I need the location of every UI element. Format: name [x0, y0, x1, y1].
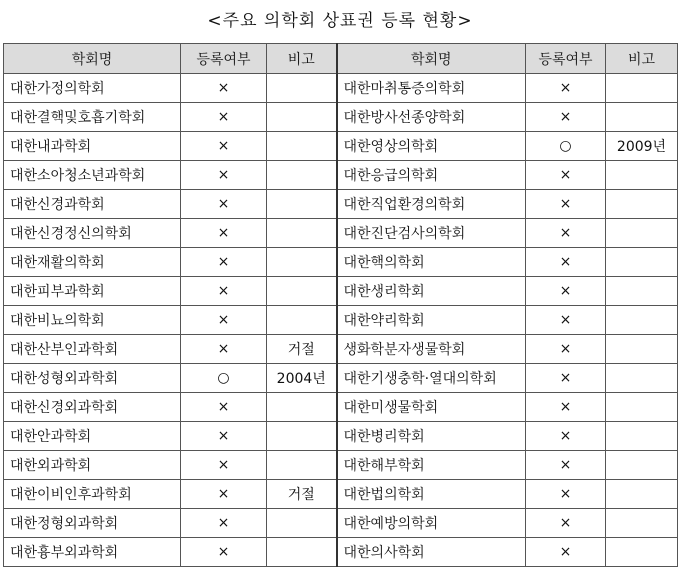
registration-cell: × — [526, 451, 606, 480]
note-cell — [606, 509, 678, 538]
society-name-cell: 대한생리학회 — [337, 277, 526, 306]
table-row — [4, 335, 678, 364]
society-name-cell: 대한성형외과학회 — [4, 364, 181, 393]
note-cell — [267, 161, 337, 190]
society-name-cell: 대한방사선종양학회 — [337, 103, 526, 132]
registration-cell: × — [181, 161, 267, 190]
registration-cell: × — [181, 103, 267, 132]
table-row — [4, 219, 678, 248]
table-row — [4, 103, 678, 132]
society-name-cell: 대한영상의학회 — [337, 132, 526, 161]
column-header-registration: 등록여부 — [526, 44, 606, 74]
registration-cell: × — [526, 161, 606, 190]
note-cell — [606, 393, 678, 422]
society-name-cell: 대한의사학회 — [337, 538, 526, 567]
society-name-cell: 대한미생물학회 — [337, 393, 526, 422]
column-header-note: 비고 — [606, 44, 678, 74]
society-name-cell: 대한해부학회 — [337, 451, 526, 480]
note-cell — [267, 132, 337, 161]
society-name-cell: 대한안과학회 — [4, 422, 181, 451]
table-row — [4, 74, 678, 103]
registration-cell: × — [526, 480, 606, 509]
note-cell — [606, 480, 678, 509]
society-name-cell: 대한비뇨의학회 — [4, 306, 181, 335]
table-row — [4, 248, 678, 277]
registration-cell: × — [181, 74, 267, 103]
registration-cell: × — [526, 538, 606, 567]
registration-cell: × — [181, 306, 267, 335]
note-cell — [606, 277, 678, 306]
society-name-cell: 대한흉부외과학회 — [4, 538, 181, 567]
society-name-cell: 대한신경정신의학회 — [4, 219, 181, 248]
registration-cell: × — [181, 335, 267, 364]
society-name-cell: 대한병리학회 — [337, 422, 526, 451]
registration-cell: × — [181, 480, 267, 509]
society-name-cell: 대한약리학회 — [337, 306, 526, 335]
society-name-cell: 대한핵의학회 — [337, 248, 526, 277]
note-cell — [606, 74, 678, 103]
registration-cell: × — [181, 538, 267, 567]
society-name-cell: 대한마취통증의학회 — [337, 74, 526, 103]
society-name-cell: 대한예방의학회 — [337, 509, 526, 538]
society-name-cell: 대한이비인후과학회 — [4, 480, 181, 509]
society-name-cell: 대한신경과학회 — [4, 190, 181, 219]
table-row — [4, 277, 678, 306]
registration-cell: × — [526, 509, 606, 538]
registration-cell: ○ — [181, 364, 267, 393]
table-row — [4, 393, 678, 422]
note-cell — [267, 393, 337, 422]
society-name-cell: 대한결핵및호흡기학회 — [4, 103, 181, 132]
registration-cell: × — [181, 393, 267, 422]
table-row — [4, 480, 678, 509]
society-name-cell: 대한소아청소년과학회 — [4, 161, 181, 190]
note-cell — [606, 103, 678, 132]
table-row — [4, 509, 678, 538]
note-cell — [267, 451, 337, 480]
note-cell — [267, 538, 337, 567]
document-title: <주요 의학회 상표권 등록 현황> — [207, 11, 473, 31]
note-cell — [267, 277, 337, 306]
note-cell: 거절 — [267, 335, 337, 364]
society-name-cell: 대한법의학회 — [337, 480, 526, 509]
table-row — [4, 306, 678, 335]
note-cell — [606, 219, 678, 248]
note-cell: 2009년 — [606, 132, 678, 161]
table-row — [4, 451, 678, 480]
registration-cell: × — [181, 132, 267, 161]
table-header-row — [4, 44, 678, 74]
table-row — [4, 364, 678, 393]
note-cell — [267, 190, 337, 219]
society-name-cell: 생화학분자생물학회 — [337, 335, 526, 364]
society-name-cell: 대한내과학회 — [4, 132, 181, 161]
note-cell — [606, 422, 678, 451]
registration-cell: × — [526, 219, 606, 248]
registration-cell: ○ — [526, 132, 606, 161]
table-row — [4, 422, 678, 451]
society-name-cell: 대한피부과학회 — [4, 277, 181, 306]
registration-cell: × — [181, 248, 267, 277]
registration-cell: × — [526, 248, 606, 277]
note-cell: 2004년 — [267, 364, 337, 393]
registration-cell: × — [526, 335, 606, 364]
table-row — [4, 161, 678, 190]
society-name-cell: 대한정형외과학회 — [4, 509, 181, 538]
note-cell — [606, 306, 678, 335]
registration-cell: × — [181, 451, 267, 480]
note-cell — [267, 103, 337, 132]
note-cell — [606, 364, 678, 393]
note-cell — [267, 422, 337, 451]
column-header-society-name: 학회명 — [337, 44, 526, 74]
registration-cell: × — [526, 190, 606, 219]
registration-cell: × — [181, 277, 267, 306]
note-cell — [606, 335, 678, 364]
registration-cell: × — [526, 393, 606, 422]
note-cell — [606, 161, 678, 190]
table-row — [4, 132, 678, 161]
society-name-cell: 대한재활의학회 — [4, 248, 181, 277]
column-header-registration: 등록여부 — [181, 44, 267, 74]
society-name-cell: 대한신경외과학회 — [4, 393, 181, 422]
registration-cell: × — [526, 74, 606, 103]
note-cell — [267, 74, 337, 103]
society-name-cell: 대한직업환경의학회 — [337, 190, 526, 219]
column-header-society-name: 학회명 — [4, 44, 181, 74]
society-name-cell: 대한진단검사의학회 — [337, 219, 526, 248]
note-cell: 거절 — [267, 480, 337, 509]
registration-cell: × — [526, 277, 606, 306]
trademark-status-table — [3, 43, 678, 567]
column-header-note: 비고 — [267, 44, 337, 74]
registration-cell: × — [526, 103, 606, 132]
note-cell — [267, 248, 337, 277]
society-name-cell: 대한외과학회 — [4, 451, 181, 480]
registration-cell: × — [181, 219, 267, 248]
table-row — [4, 538, 678, 567]
note-cell — [606, 248, 678, 277]
note-cell — [267, 306, 337, 335]
note-cell — [606, 538, 678, 567]
registration-cell: × — [526, 422, 606, 451]
registration-cell: × — [526, 306, 606, 335]
registration-cell: × — [181, 190, 267, 219]
registration-cell: × — [526, 364, 606, 393]
society-name-cell: 대한가정의학회 — [4, 74, 181, 103]
society-name-cell: 대한기생충학·열대의학회 — [337, 364, 526, 393]
note-cell — [606, 451, 678, 480]
society-name-cell: 대한응급의학회 — [337, 161, 526, 190]
society-name-cell: 대한산부인과학회 — [4, 335, 181, 364]
note-cell — [267, 509, 337, 538]
registration-cell: × — [181, 422, 267, 451]
table-row — [4, 190, 678, 219]
registration-cell: × — [181, 509, 267, 538]
note-cell — [267, 219, 337, 248]
note-cell — [606, 190, 678, 219]
